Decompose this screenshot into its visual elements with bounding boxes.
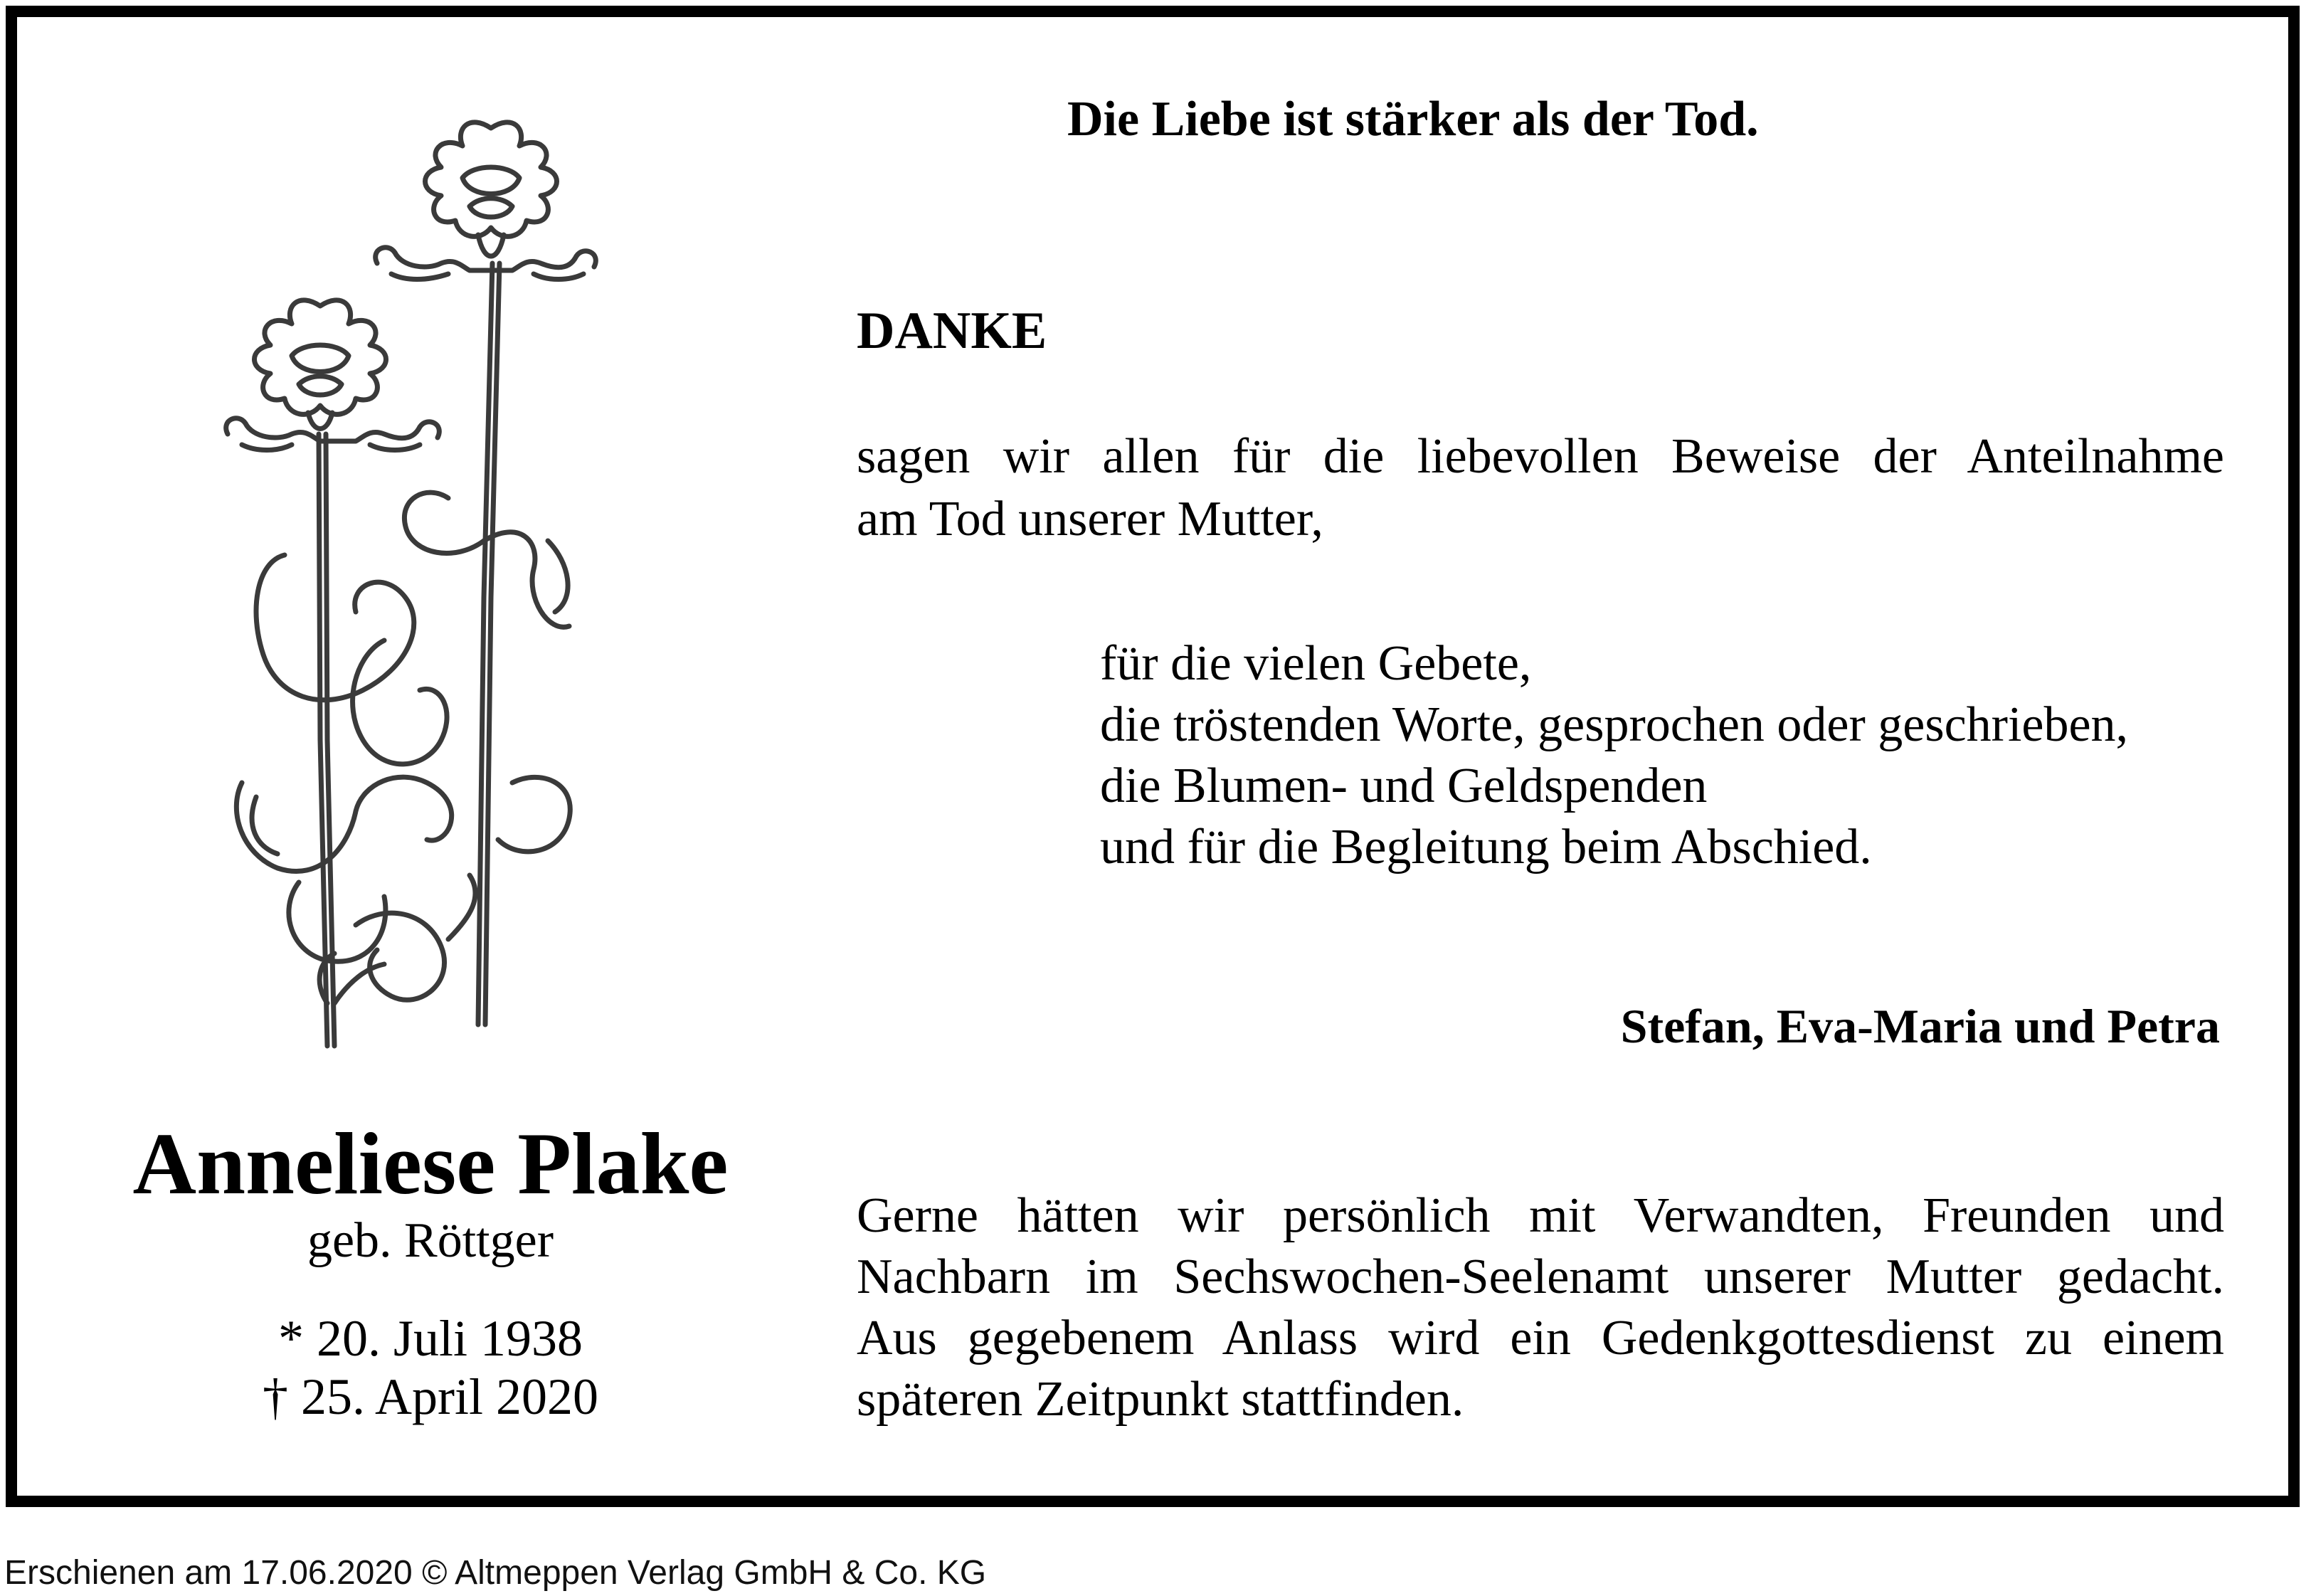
thanks-item: die tröstenden Worte, gesprochen oder geschrieben, [1100,697,2129,752]
thanks-list [1100,633,2128,878]
deceased-name: Anneliese Plake [132,1115,729,1212]
publication-footer: Erschienen am 17.06.2020 © Altmeppen Verlag GmbH & Co. KG [4,1554,987,1592]
death-date: † 25. April 2020 [262,1368,598,1425]
thanks-item: und für die Begleitung beim Abschied. [1100,820,1872,874]
thanks-item: für die vielen Gebete, [1100,636,1532,691]
closing-line: späteren Zeitpunkt stattfinden. [857,1372,1464,1427]
life-dates [0,1309,861,1426]
closing-line: Aus gegebenem Anlass wird ein Gedenkgottesdienst zu einem [857,1311,2224,1365]
maiden-name: geb. Röttger [307,1213,554,1268]
intro-paragraph [857,426,2224,551]
flower-line-drawing-icon [213,100,655,1082]
intro-line: sagen wir allen für die liebevollen Beweise der Anteilnahme [857,429,2224,484]
closing-line: Gerne hätten wir persönlich mit Verwandten, Freunden und [857,1188,2224,1243]
thanks-heading: DANKE [857,302,1047,360]
closing-line: Nachbarn im Sechswochen-Seelenamt unserer Mutter gedacht. [857,1249,2224,1304]
thanks-item: die Blumen- und Geldspenden [1100,759,1708,813]
intro-line: am Tod unserer Mutter, [857,492,1323,546]
signers: Stefan, Eva-Maria und Petra [1620,999,2220,1053]
birth-date: * 20. Juli 1938 [277,1310,583,1367]
motto-heading: Die Liebe ist stärker als der Tod. [1067,92,1759,147]
closing-paragraph [857,1185,2224,1430]
